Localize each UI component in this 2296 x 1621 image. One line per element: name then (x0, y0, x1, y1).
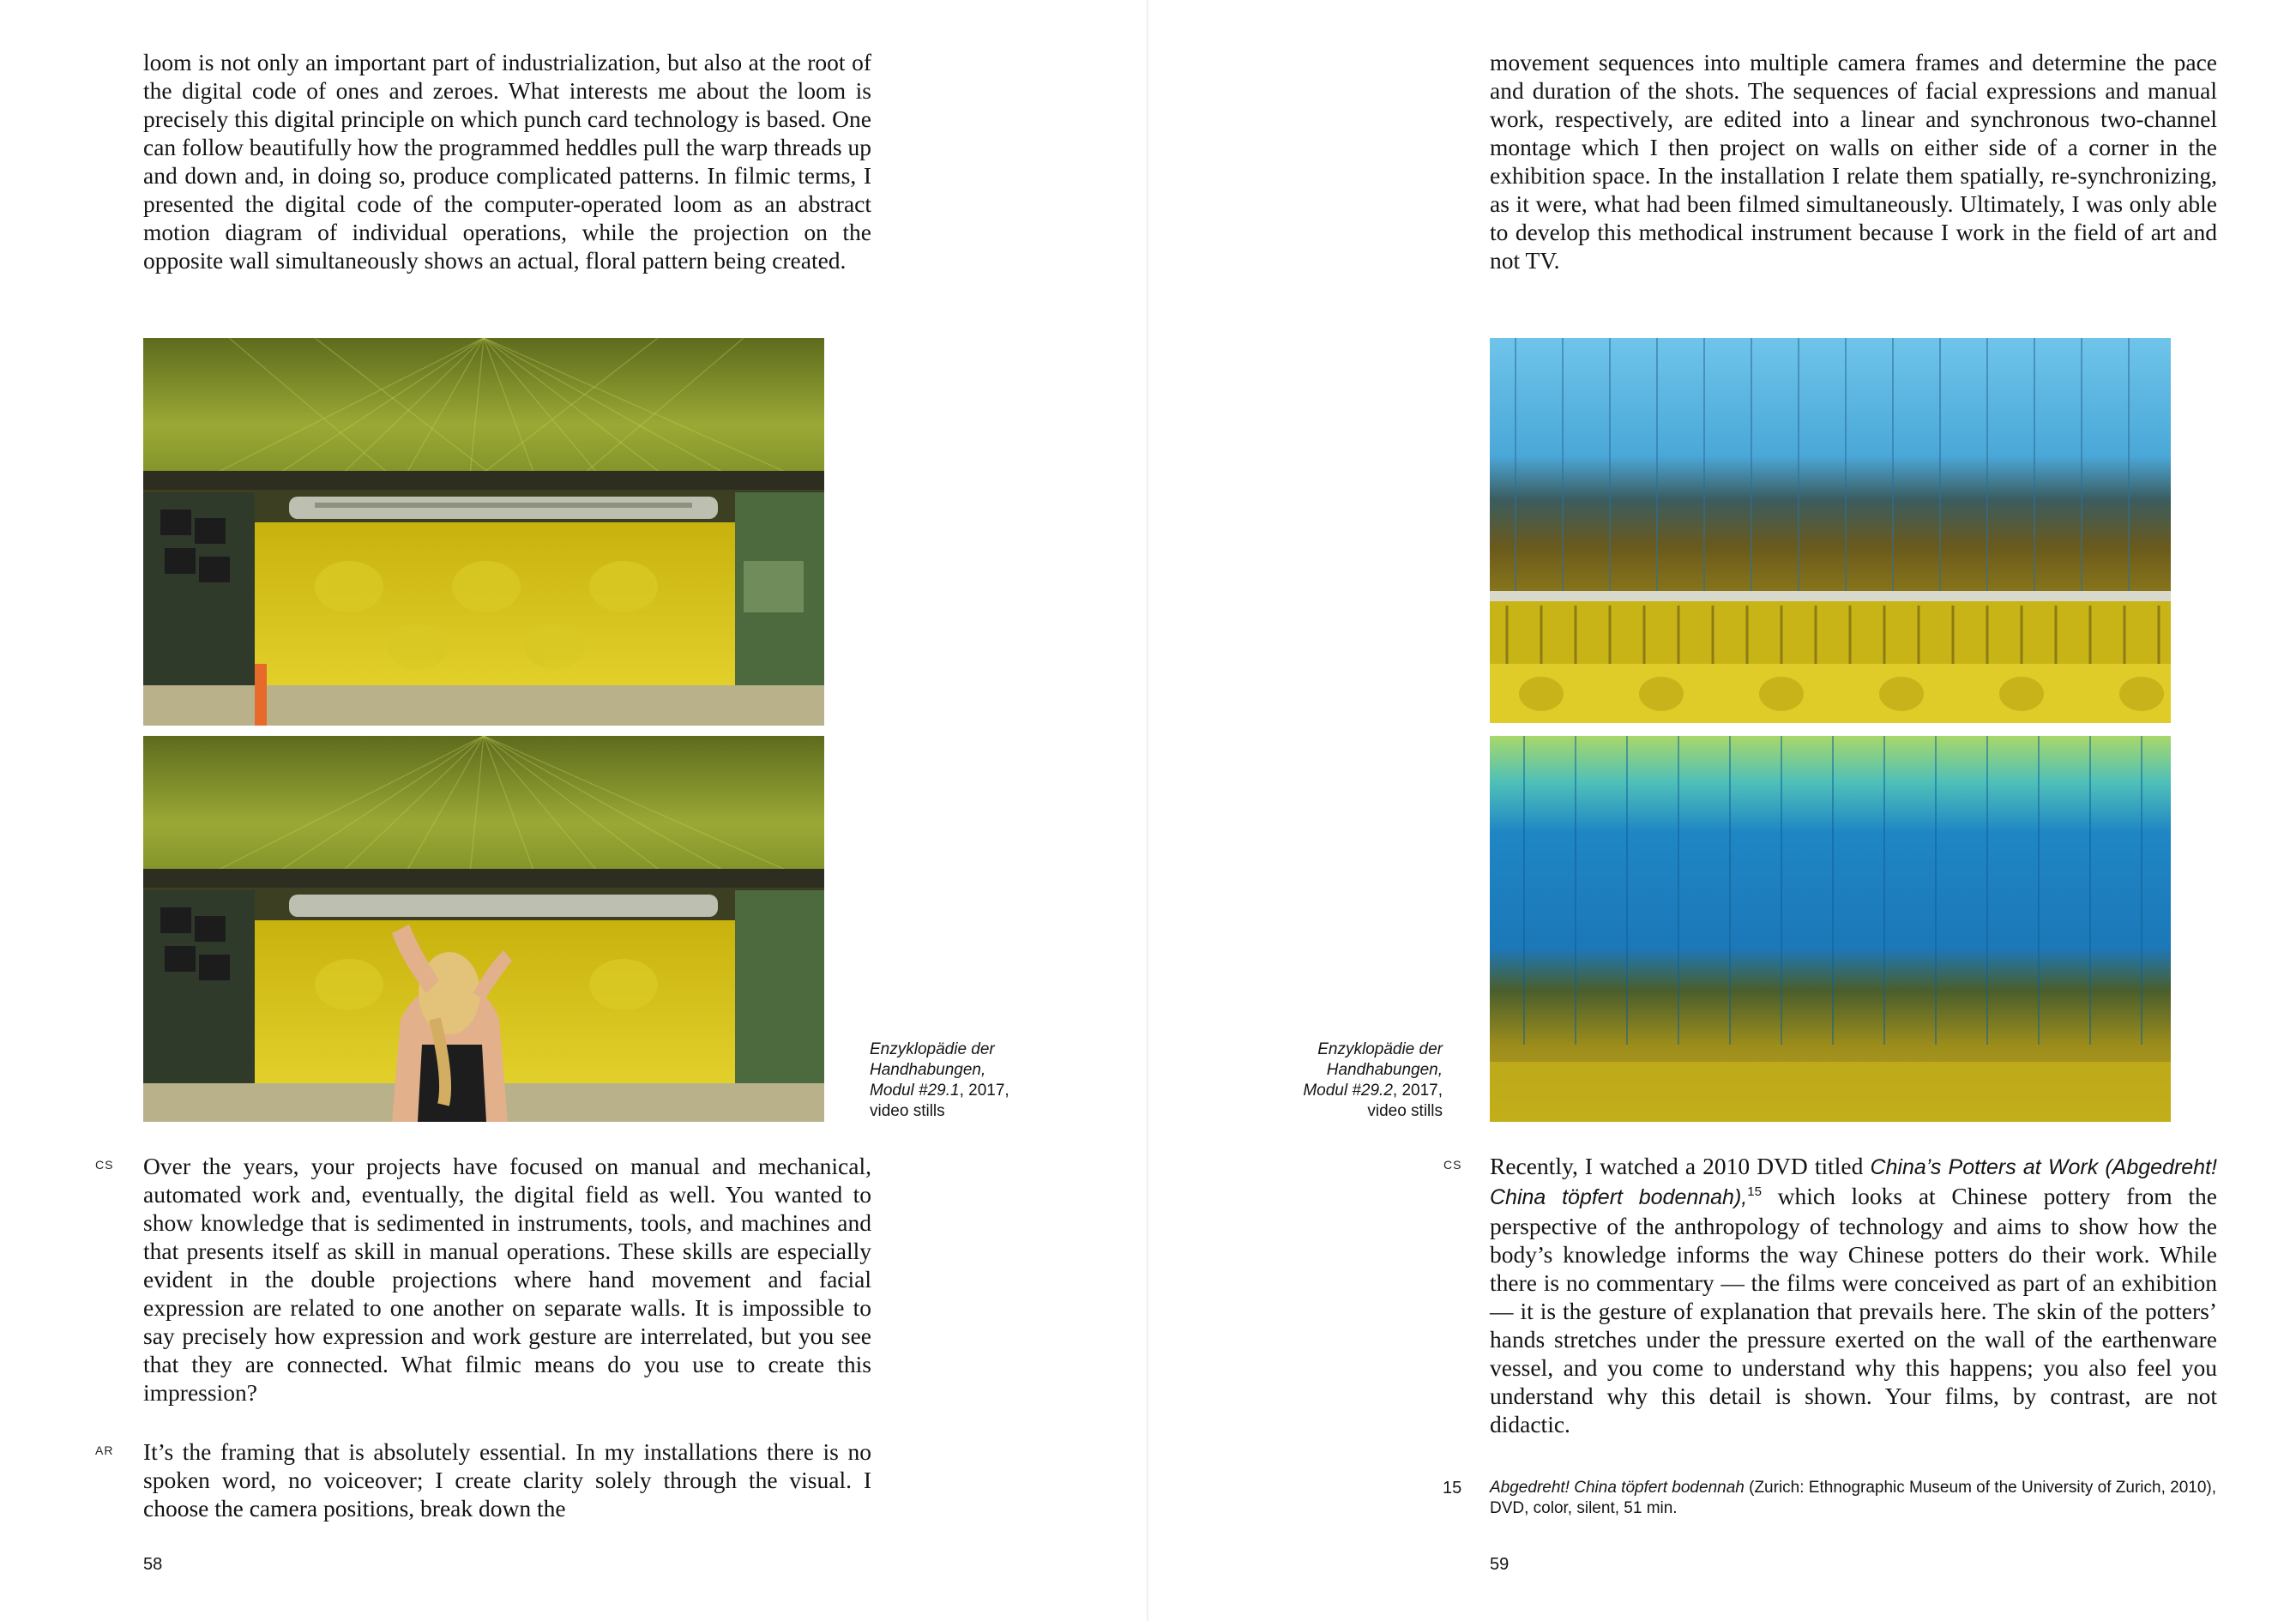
caption-title-line1: Enzyklopädie der (1317, 1040, 1443, 1058)
caption-module: Modul #29.2 (1303, 1082, 1393, 1100)
speaker-label-cs-right: CS (1443, 1158, 1462, 1172)
footnote-title: Abgedreht! China töpfert bodennah (1490, 1479, 1745, 1497)
caption-kind: video stills (870, 1102, 945, 1120)
caption-title-line2: Handhabungen, (1326, 1061, 1443, 1079)
book-gutter (1147, 0, 1148, 1621)
left-question-paragraph: Over the years, your projects have focused on manual and mechanical, automated work and, eventually, the digital field as well. You wanted to show knowledge that is sedimented in instruments, tools, and machines and that presents itself as skill in manual operations. These skills are especially evident in the double projections where hand movement and facial expression are related to one another on separate walls. It is impossible to say precisely how expression and work gesture are interrelated, but you see that they are connected. What filmic means do you use to create this impression? (143, 1153, 871, 1406)
question-text-before: Recently, I watched a 2010 DVD titled (1490, 1153, 1871, 1179)
left-answer-paragraph: It’s the framing that is absolutely essential. In my installations there is no spoken word, no voiceover; I create clarity solely through the visual. I choose the camera positions, break down the (143, 1438, 871, 1522)
left-intro-paragraph: loom is not only an important part of industrialization, but also at the root of the digital code of ones and zeroes. What interests me about the loom is precisely this digital principle on which punch card technology is based. One can follow beautifully how the programmed heddles pull the warp threads up and down and, in doing so, produce complicated patterns. In filmic terms, I presented the digital code of the computer-operated loom as an abstract motion diagram of individual operations, while the projection on the opposite wall simultaneously shows an actual, floral pattern being created. (143, 49, 871, 274)
left-figure-caption (870, 1039, 1058, 1122)
speaker-label-cs-left: CS (95, 1158, 114, 1172)
loom-video-still-2 (143, 736, 824, 1122)
caption-module: Modul #29.1 (870, 1082, 960, 1100)
footnote-text: (Zurich: Ethnographic Museum of the University of Zurich, 2010), DVD, color, silent, 51 min. (1490, 1479, 2217, 1517)
right-question-paragraph (1490, 1152, 2217, 1438)
loom-thread-still-1 (1490, 338, 2171, 723)
page-number-right: 59 (1490, 1555, 1510, 1574)
loom-thread-still-2 (1490, 736, 2171, 1122)
caption-year: , 2017, (1392, 1082, 1443, 1100)
speaker-label-ar: AR (95, 1443, 114, 1457)
caption-year: , 2017, (959, 1082, 1009, 1100)
question-text-after: which looks at Chinese pottery from the perspective of the anthropology of technology and aims to show how the body’s knowledge informs the way Chinese potters do their work. While there is no commentary — the films were conceived as part of an exhibition — it is the gesture of explanation that prevails here. The skin of the potters’ hands stretches under the pressure exerted on the wall of the earthenware vessel, and you come to understand why this happens; you also feel you understand why this detail is shown. Your films, by contrast, are not didactic. (1490, 1183, 2217, 1437)
page-number-left: 58 (143, 1555, 163, 1574)
caption-kind: video stills (1367, 1102, 1443, 1120)
right-intro-paragraph: movement sequences into multiple camera frames and determine the pace and duration of the shots. The sequences of facial expressions and manual work, respectively, are edited into a linear and synchronous two-channel montage which I then project on walls on either side of a corner in the exhibition space. In the installation I relate them spatially, re-synchronizing, as it were, what had been filmed simultaneously. Ultimately, I was only able to develop this methodical instrument because I work in the field of art and not TV. (1490, 49, 2217, 274)
dvd-title: China’s Potters at Work (Abgedreht! China töpfert bodennah), (1490, 1155, 2217, 1209)
footnote-reference: 15 (1747, 1184, 1762, 1199)
caption-title-line1: Enzyklopädie der (870, 1040, 995, 1058)
right-figure-caption (1235, 1039, 1443, 1122)
footnote-15 (1443, 1478, 2219, 1519)
caption-title-line2: Handhabungen, (870, 1061, 986, 1079)
footnote-number: 15 (1443, 1479, 1462, 1497)
loom-video-still-1 (143, 338, 824, 726)
